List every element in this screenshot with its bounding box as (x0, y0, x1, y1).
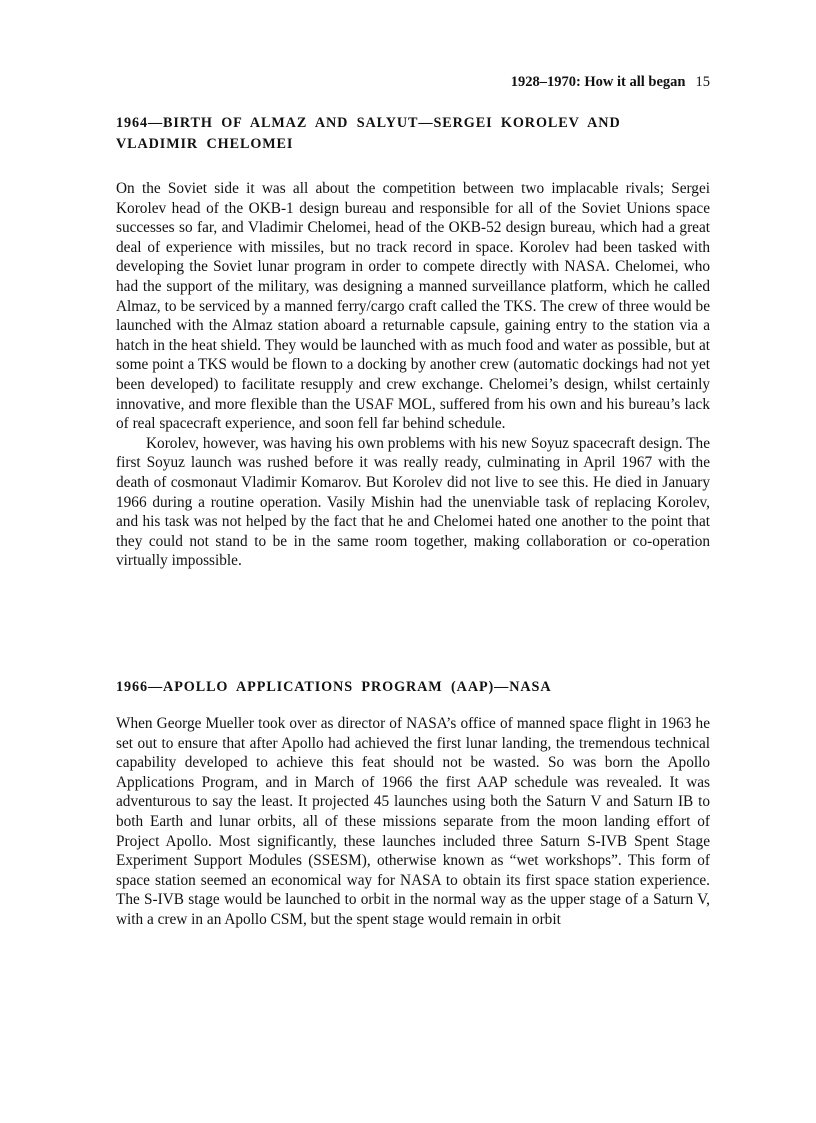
section-heading: 1964—BIRTH OF ALMAZ AND SALYUT—SERGEI KOROLEV AND VLADIMIR CHELOMEI (116, 115, 621, 152)
section-almaz-salyut (116, 113, 710, 571)
body-paragraph: When George Mueller took over as director of NASA’s office of manned space flight in 1963 he set out to ensure that after Apollo had achieved the first lunar landing, the tremendous technical capability developed to achieve this feat should not be wasted. So was born the Apollo Applications Program, and in March of 1966 the first AAP schedule was revealed. It was adventurous to say the least. It projected 45 launches using both the Saturn V and Saturn IB to both Earth and lunar orbits, all of these missions separate from the moon landing effort of Project Apollo. Most significantly, these launches included three Saturn S-IVB Spent Stage Experiment Support Modules (SSESM), otherwise known as “wet workshops”. This form of space station seemed an economical way for NASA to obtain its first space station experience. The S-IVB stage would be launched to orbit in the normal way as the upper stage of a Saturn V, with a crew in an Apollo CSM, but the spent stage would remain in orbit (116, 715, 710, 928)
body-paragraph: Korolev, however, was having his own problems with his new Soyuz spacecraft design. The first Soyuz launch was rushed before it was really ready, culminating in April 1967 with the death of cosmonaut Vladimir Komarov. But Korolev did not live to see this. He died in January 1966 during a routine operation. Vasily Mishin had the unenviable task of replacing Korolev, and his task was not helped by the fact that he and Chelomei hated one another to the point that they could not stand to be in the same room together, making collaboration or co-operation virtually impossible. (116, 434, 710, 570)
section-apollo-applications (116, 677, 710, 930)
body-paragraph: On the Soviet side it was all about the competition between two implacable rivals; Sergei Korolev head of the OKB-1 design bureau and responsible for all of the Soviet Unions space successes so far, and Vladimir Chelomei, head of the OKB-52 design bureau, which had a great deal of experience with missiles, but no track record in space. Korolev had been tasked with developing the Soviet lunar program in order to compete directly with NASA. Chelomei, who had the support of the military, was designing a manned surveillance platform, which he called Almaz, to be serviced by a manned ferry/cargo craft called the TKS. The crew of three would be launched with the Almaz station aboard a returnable capsule, gaining entry to the station via a hatch in the heat shield. They would be launched with as much food and water as possible, but at some point a TKS would be flown to a docking by another crew (automatic dockings had not yet been developed) to facilitate resupply and crew exchange. Chelomei’s design, whilst certainly innovative, and more flexible than the USAF MOL, suffered from his own and his bureau’s lack of real spacecraft experience, and soon fell far behind schedule. (116, 180, 710, 433)
running-head (116, 73, 710, 91)
running-head-title: 1928–1970: How it all began (510, 74, 686, 90)
section-heading: 1966—APOLLO APPLICATIONS PROGRAM (AAP)—NASA (116, 679, 552, 695)
page-number: 15 (695, 74, 710, 90)
